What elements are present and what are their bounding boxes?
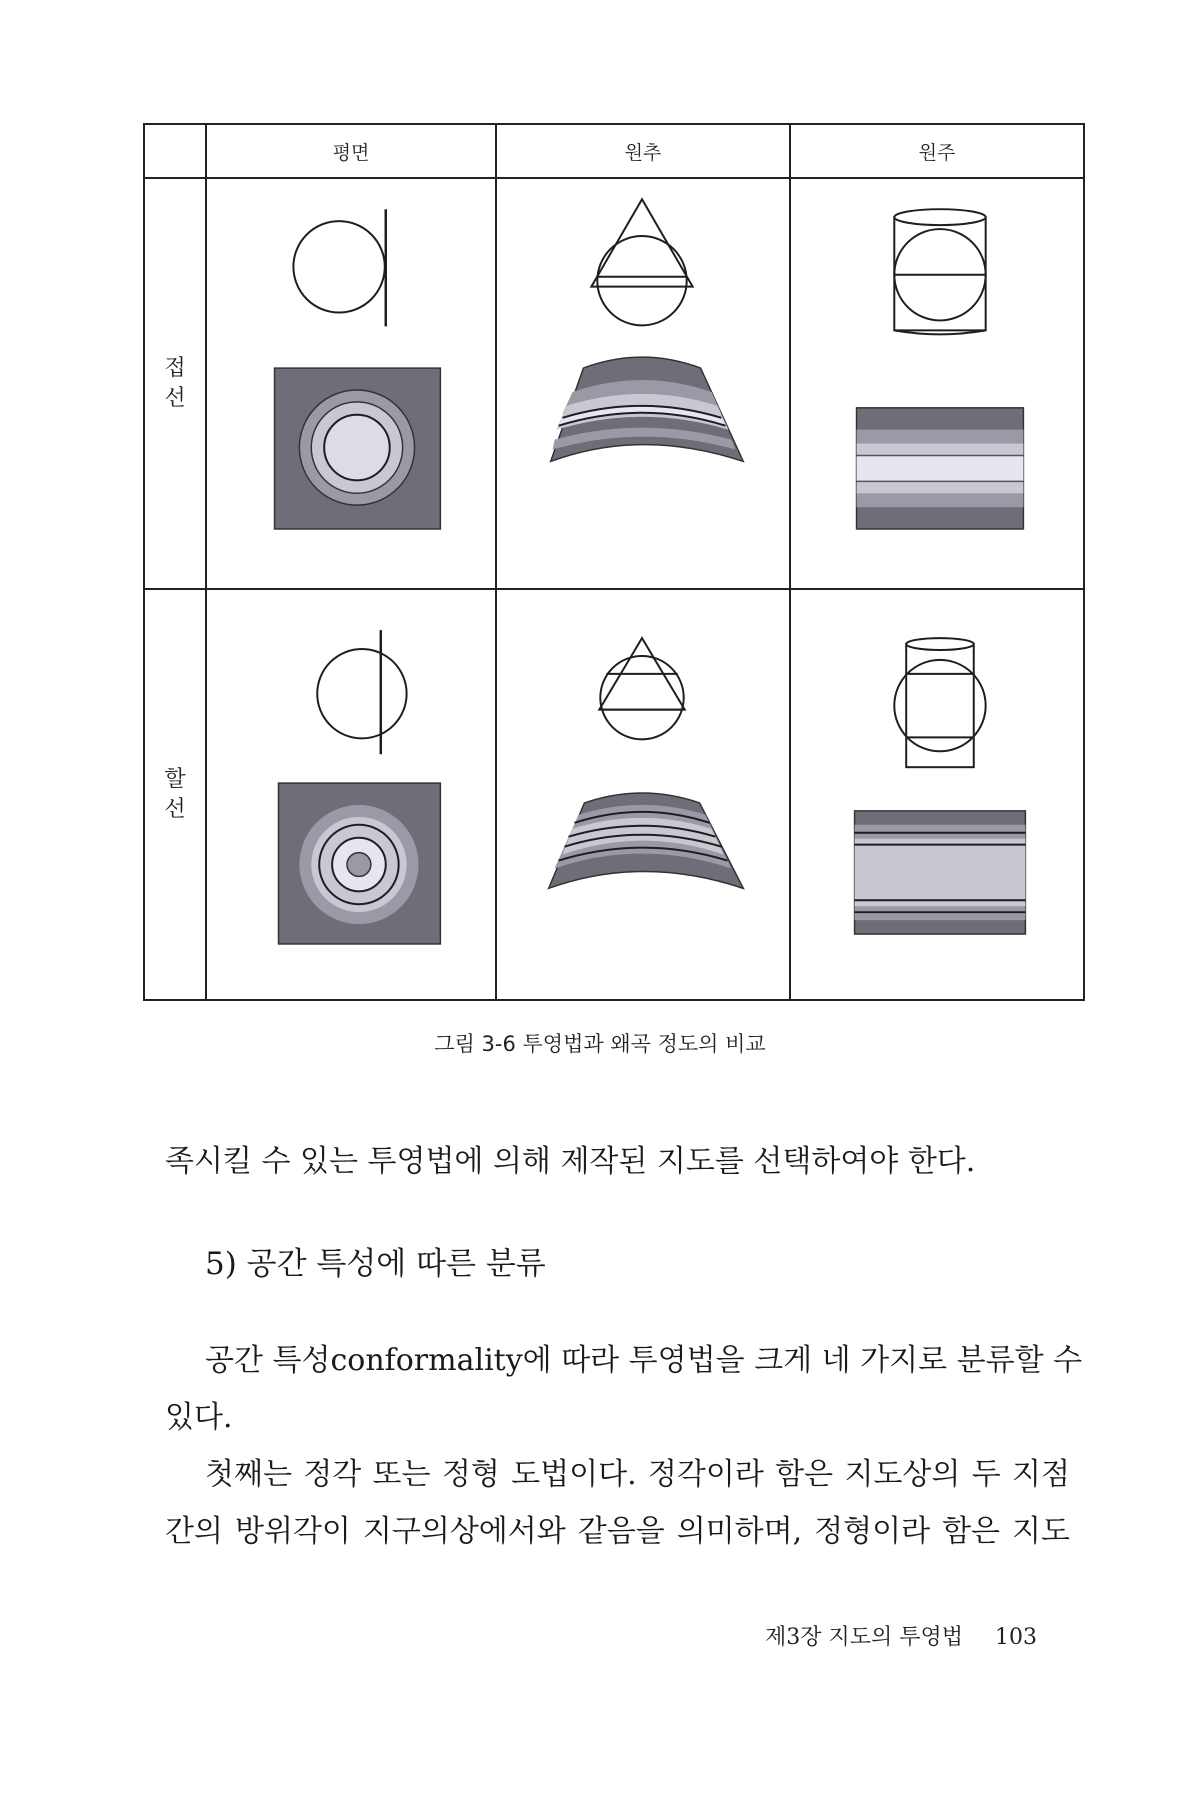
- cell-secant-cylinder: [790, 589, 1084, 1000]
- corner-cell: [144, 124, 206, 178]
- paragraph-1: [165, 1332, 1083, 1446]
- secant-cylinder-diagram: [791, 590, 1083, 999]
- running-title: 제3장 지도의 투영법: [765, 1625, 963, 1650]
- tangent-cone-diagram: [497, 179, 789, 588]
- cell-tangent-cylinder: [790, 178, 1084, 589]
- page-footer: [765, 1620, 1037, 1651]
- table-row-secant: [144, 589, 1084, 1000]
- cell-tangent-plane: [206, 178, 496, 589]
- column-header-cylinder: 원주: [790, 124, 1084, 178]
- tangent-plane-diagram: [207, 179, 495, 588]
- projection-comparison-table: [143, 123, 1085, 1001]
- paragraph-line: 간의 방위각이 지구의상에서와 같음을 의미하며, 정형이라 함은 지도: [165, 1514, 1070, 1549]
- section-heading: 5) 공간 특성에 따른 분류: [205, 1246, 546, 1282]
- figure-caption: 그림 3-6 투영법과 왜곡 정도의 비교: [434, 1032, 766, 1056]
- paragraph-2: [165, 1446, 1070, 1560]
- paragraph-line: 있다.: [165, 1400, 233, 1435]
- column-header-cone: 원추: [496, 124, 790, 178]
- paragraph-line: 공간 특성conformality에 따라 투영법을 크게 네 가지로 분류할 수: [205, 1343, 1083, 1378]
- cell-secant-plane: [206, 589, 496, 1000]
- paragraph-line: 첫째는 정각 또는 정형 도법이다. 정각이라 함은 지도상의 두 지점: [205, 1457, 1070, 1492]
- tangent-cylinder-diagram: [791, 179, 1083, 588]
- carry-over-line: 족시킬 수 있는 투영법에 의해 제작된 지도를 선택하여야 한다.: [165, 1144, 976, 1179]
- row-label-tangent: 접 선: [144, 178, 206, 589]
- secant-plane-diagram: [207, 590, 495, 999]
- cell-tangent-cone: [496, 178, 790, 589]
- page-number: 103: [995, 1625, 1037, 1650]
- table-header-row: [144, 124, 1084, 178]
- column-header-plane: 평면: [206, 124, 496, 178]
- secant-cone-diagram: [497, 590, 789, 999]
- row-label-secant: 할 선: [144, 589, 206, 1000]
- cell-secant-cone: [496, 589, 790, 1000]
- table-row-tangent: [144, 178, 1084, 589]
